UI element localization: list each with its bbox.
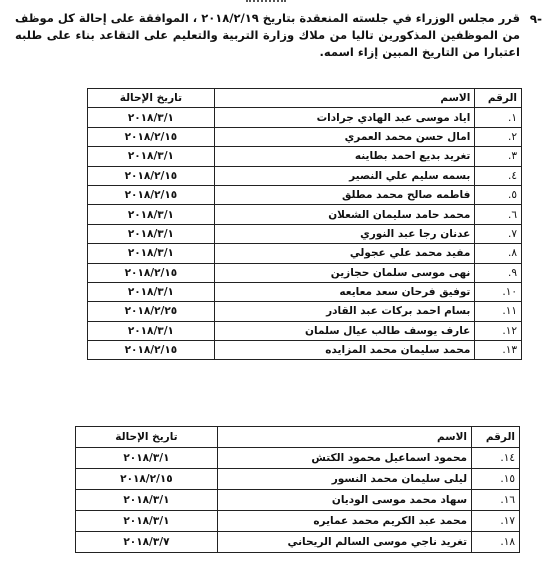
cell-name: امال حسن محمد العمري: [214, 127, 475, 146]
cell-date: ٢٠١٨/٣/١: [88, 244, 215, 263]
table-row: [88, 341, 522, 360]
header-number: الرقم: [475, 89, 522, 108]
cell-date: ٢٠١٨/٢/٢٥: [88, 302, 215, 321]
cell-number: ١٦.: [472, 490, 520, 511]
cell-number: ٨.: [475, 244, 522, 263]
cell-number: ١٤.: [472, 448, 520, 469]
cell-date: ٢٠١٨/٢/١٥: [88, 166, 215, 185]
cell-date: ٢٠١٨/٣/١: [88, 282, 215, 301]
paragraph-line: قرر مجلس الوزراء في جلسته المنعقدة بتاريخ ٢٠١٨/٢/١٩ ، الموافقة على إحالة كل: [57, 11, 520, 25]
page-top-mark: [246, 0, 286, 5]
cell-number: ١٠.: [475, 282, 522, 301]
cell-number: ١٥.: [472, 469, 520, 490]
table-body: [76, 448, 520, 553]
table-row: [88, 282, 522, 301]
cell-date: ٢٠١٨/٢/١٥: [88, 127, 215, 146]
table-body: [88, 108, 522, 360]
cell-number: ٥.: [475, 185, 522, 204]
cell-date: ٢٠١٨/٢/١٥: [88, 341, 215, 360]
retirees-table-2: [75, 426, 520, 553]
header-date: تاريخ الإحالة: [76, 427, 218, 448]
table-row: [88, 108, 522, 127]
cell-date: ٢٠١٨/٢/١٥: [88, 185, 215, 204]
cell-date: ٢٠١٨/٣/١: [76, 490, 218, 511]
cell-name: محمد سليمان محمد المزايده: [214, 341, 475, 360]
cell-name: بسمه سليم علي النصير: [214, 166, 475, 185]
cell-number: ١٨.: [472, 532, 520, 553]
cell-number: ١.: [475, 108, 522, 127]
header-name: الاسم: [214, 89, 475, 108]
cell-number: ٦.: [475, 205, 522, 224]
cell-name: محمد عبد الكريم محمد عمايره: [217, 511, 471, 532]
table-header-row: [88, 89, 522, 108]
cell-date: ٢٠١٨/٣/٧: [76, 532, 218, 553]
cell-name: عدنان رجا عبد النوري: [214, 224, 475, 243]
table-row: [76, 511, 520, 532]
table-row: [88, 147, 522, 166]
paragraph-number: ٩-: [529, 12, 542, 26]
table-row: [88, 224, 522, 243]
cell-name: محمد حامد سليمان الشعلان: [214, 205, 475, 224]
retirees-table-1: [87, 88, 522, 360]
cell-number: ٤.: [475, 166, 522, 185]
table-row: [88, 244, 522, 263]
table-row: [88, 127, 522, 146]
cell-name: محمود اسماعيل محمود الكتش: [217, 448, 471, 469]
cell-name: سهاد محمد موسى الوديان: [217, 490, 471, 511]
table-row: [88, 185, 522, 204]
cell-date: ٢٠١٨/٣/١: [88, 321, 215, 340]
table-row: [88, 263, 522, 282]
cell-number: ٣.: [475, 147, 522, 166]
cell-name: تغريد بديع احمد بطاينه: [214, 147, 475, 166]
cell-date: ٢٠١٨/٣/١: [88, 224, 215, 243]
cell-name: فاطمه صالح محمد مطلق: [214, 185, 475, 204]
cell-name: عارف يوسف طالب عيال سلمان: [214, 321, 475, 340]
cell-number: ١٢.: [475, 321, 522, 340]
header-name: الاسم: [217, 427, 471, 448]
table-row: [76, 469, 520, 490]
table-header-row: [76, 427, 520, 448]
cell-number: ١٣.: [475, 341, 522, 360]
cell-date: ٢٠١٨/٣/١: [88, 147, 215, 166]
cell-number: ٧.: [475, 224, 522, 243]
cell-number: ١٧.: [472, 511, 520, 532]
paragraph-line: موظف من الموظفين المذكورين تاليا من ملاك وزارة التربية والتعليم على التقاعد بناء على: [15, 11, 521, 42]
cell-number: ٢.: [475, 127, 522, 146]
cell-number: ٩.: [475, 263, 522, 282]
table-row: [76, 490, 520, 511]
cell-name: ليلى سليمان محمد النسور: [217, 469, 471, 490]
cell-name: مفيد محمد علي عجولي: [214, 244, 475, 263]
table-row: [88, 321, 522, 340]
cell-number: ١١.: [475, 302, 522, 321]
cell-date: ٢٠١٨/٣/١: [76, 448, 218, 469]
cell-date: ٢٠١٨/٣/١: [76, 511, 218, 532]
cell-date: ٢٠١٨/٢/١٥: [88, 263, 215, 282]
decision-paragraph: [15, 10, 520, 61]
header-number: الرقم: [472, 427, 520, 448]
cell-name: تغريد ناجي موسى السالم الريحاني: [217, 532, 471, 553]
cell-name: نهى موسى سلمان حجازين: [214, 263, 475, 282]
paragraph-line: طلبه اعتبارا من التاريخ المبين إزاء اسمه.: [15, 28, 520, 59]
cell-date: ٢٠١٨/٣/١: [88, 108, 215, 127]
table-row: [88, 166, 522, 185]
table-row: [76, 532, 520, 553]
cell-name: اياد موسى عبد الهادي جرادات: [214, 108, 475, 127]
cell-date: ٢٠١٨/٢/١٥: [76, 469, 218, 490]
cell-date: ٢٠١٨/٣/١: [88, 205, 215, 224]
table-row: [88, 205, 522, 224]
table-row: [88, 302, 522, 321]
cell-name: بسام احمد بركات عبد القادر: [214, 302, 475, 321]
cell-name: توفيق فرحان سعد معايعه: [214, 282, 475, 301]
table-row: [76, 448, 520, 469]
header-date: تاريخ الإحالة: [88, 89, 215, 108]
